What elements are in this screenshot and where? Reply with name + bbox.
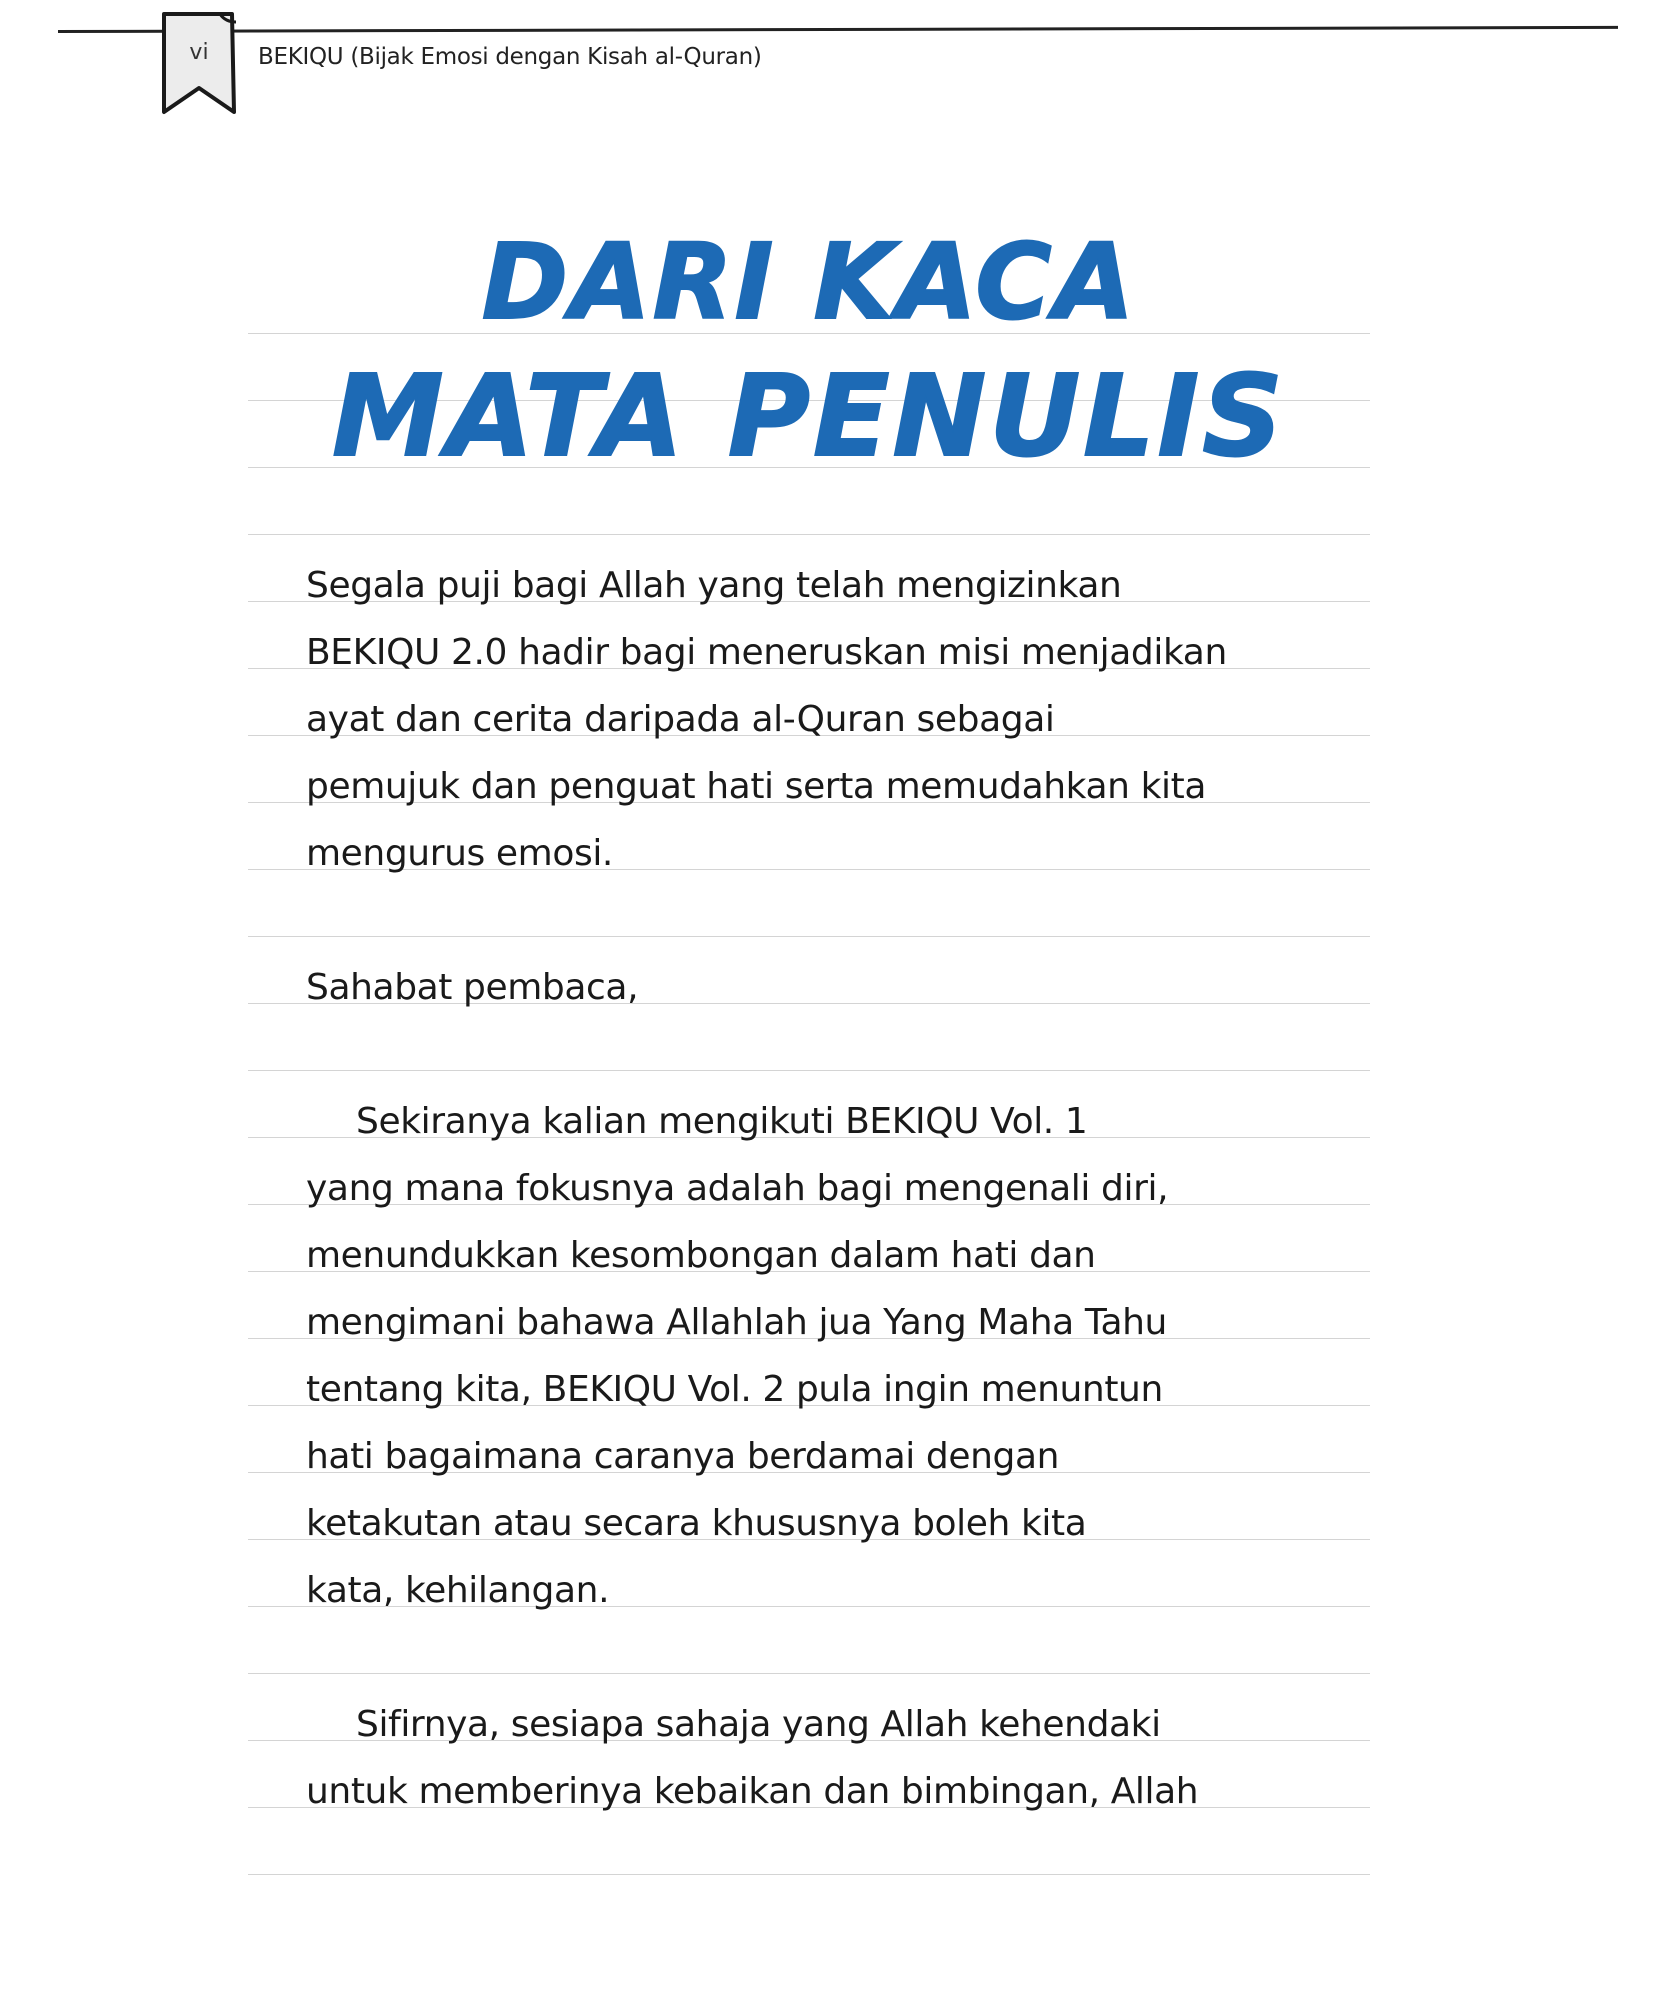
text-line: Segala puji bagi Allah yang telah mengizinkan — [306, 565, 1122, 606]
text-line: untuk memberinya kebaikan dan bimbingan, Allah — [306, 1771, 1199, 1812]
page-number: vi — [189, 40, 209, 65]
text-line: tentang kita, BEKIQU Vol. 2 pula ingin menuntun — [306, 1369, 1163, 1410]
running-header: BEKIQU (Bijak Emosi dengan Kisah al-Quran) — [258, 44, 762, 70]
text-line: yang mana fokusnya adalah bagi mengenali diri, — [306, 1168, 1169, 1209]
salutation: Sahabat pembaca, — [306, 967, 639, 1008]
ruled-line — [248, 1874, 1370, 1875]
text-line: hati bagaimana caranya berdamai dengan — [306, 1436, 1060, 1477]
text-line: mengimani bahawa Allahlah jua Yang Maha Tahu — [306, 1302, 1167, 1343]
ruled-line — [248, 534, 1370, 535]
text-line: ketakutan atau secara khususnya boleh kita — [306, 1503, 1087, 1544]
text-line: mengurus emosi. — [306, 833, 613, 874]
text-line: ayat dan cerita daripada al-Quran sebagai — [306, 699, 1055, 740]
title-line-2: MATA PENULIS — [332, 352, 1286, 482]
text-line: menundukkan kesombongan dalam hati dan — [306, 1235, 1096, 1276]
blank-line — [306, 1021, 1366, 1088]
blank-line — [306, 1624, 1366, 1691]
text-line: Sekiranya kalian mengikuti BEKIQU Vol. 1 — [356, 1101, 1088, 1142]
body-text — [306, 552, 1366, 1825]
text-line: Sifirnya, sesiapa sahaja yang Allah kehendaki — [356, 1704, 1161, 1745]
text-line: kata, kehilangan. — [306, 1570, 610, 1611]
text-line: BEKIQU 2.0 hadir bagi meneruskan misi menjadikan — [306, 632, 1227, 673]
blank-line — [306, 887, 1366, 954]
title-line-1: DARI KACA — [481, 221, 1137, 343]
text-line: pemujuk dan penguat hati serta memudahkan kita — [306, 766, 1207, 807]
page-title — [248, 215, 1370, 485]
